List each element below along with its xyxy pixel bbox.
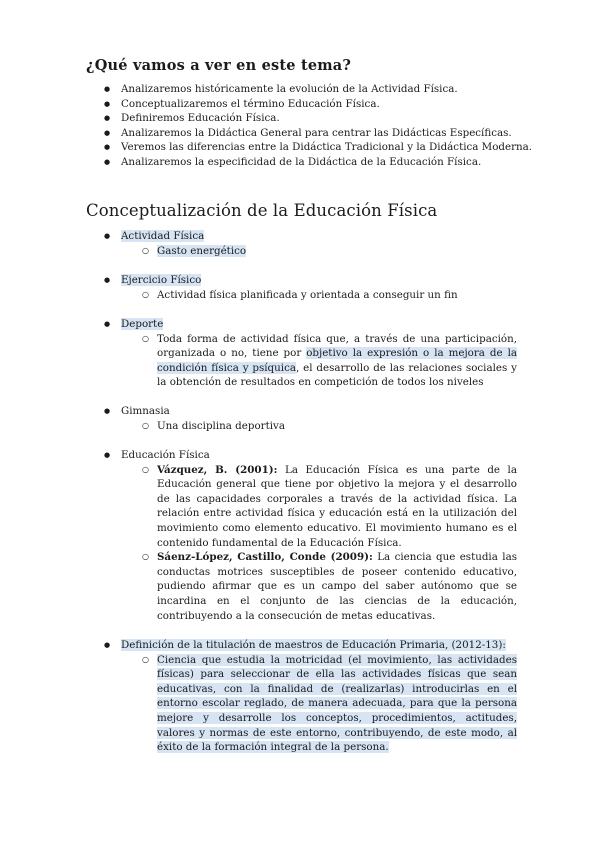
list-item: ● Analizaremos históricamente la evolución de la Actividad Física. [104,82,532,97]
list-item: ● Conceptualizaremos el término Educación Física. [104,97,532,112]
concept-definition: Ciencia que estudia la motricidad (el movimiento, las actividades físicas) para seleccionar de ella las actividades físicas que sean educativas, con la finalidad de (realizarlas) introducirlas en el entorno escolar reglado, de manera adecuada, para que la persona mejore y desarrolle los conceptos, procedimientos, actitudes, valores y normas de este entorno, contribuyendo, de este modo, al éxito de la formación integral de la persona. [157,653,517,754]
concept-deporte [104,317,517,390]
concept-gimnasia [104,404,517,433]
list-item: ● Veremos las diferencias entre la Didáctica Tradicional y la Didáctica Moderna. [104,140,532,155]
definition-saenz-lopez: ○ Sáenz-López, Castillo, Conde (2009): La ciencia que estudia las conductas motrices susceptibles de poseer contenido educativo, pudiendo afirmar que es un campo del saber autónomo que se incardina en el conjunto de las ciencias de la educación, contribuyendo a la consecución de metas educativas. [142,550,517,623]
concept-label: Deporte [121,318,164,330]
concept-definicion-titulacion [104,638,517,755]
section-heading-intro: ¿Qué vamos a ver en este tema? [86,57,352,74]
list-item: ● Definiremos Educación Física. [104,111,532,126]
concept-actividad-fisica [104,229,517,258]
intro-list [104,82,532,170]
citation-author: Sáenz-López, Castillo, Conde (2009): [157,551,373,564]
concept-ejercicio-fisico [104,273,537,302]
concept-label: Definición de la titulación de maestros de Educación Primaria, (2012-13): [121,639,506,651]
concept-definition: Actividad física planificada y orientada a conseguir un fin [157,288,458,301]
list-item: ● Analizaremos la Didáctica General para centrar las Didácticas Específicas. [104,126,532,141]
concept-definition: Gasto energético [157,244,247,257]
concept-label: Gimnasia [121,405,170,417]
list-item: ● Analizaremos la especificidad de la Didáctica de la Educación Física. [104,155,532,170]
highlighted-text: objetivo la expresión o la mejora de la condición física y psíquica [157,347,518,374]
concept-definition: ○ Toda forma de actividad física que, a través de una participación, organizada o no, tiene por objetivo la expresión o la mejora de la condición física y psíquica, el desarrollo de las relaciones sociales y la obtención de resultados en competición de todos los niveles [142,332,517,390]
definition-vazquez: ○ Vázquez, B. (2001): La Educación Física es una parte de la Educación general que tiene por objetivo la mejora y el desarrollo de las capacidades corporales a través de la actividad física. La relación entre actividad física y educación está en la utilización del movimiento como elemento educativo. El movimiento humano es el contenido fundamental de la Educación Física. [142,463,517,551]
concept-definition: Una disciplina deportiva [157,419,285,432]
concept-label: Ejercicio Físico [121,274,202,286]
concept-educacion-fisica [104,448,517,623]
concept-label: Educación Física [121,449,210,461]
concept-label: Actividad Física [121,230,205,242]
citation-author: Vázquez, B. (2001): [157,463,278,476]
section-heading-concept: Conceptualización de la Educación Física [86,201,438,220]
